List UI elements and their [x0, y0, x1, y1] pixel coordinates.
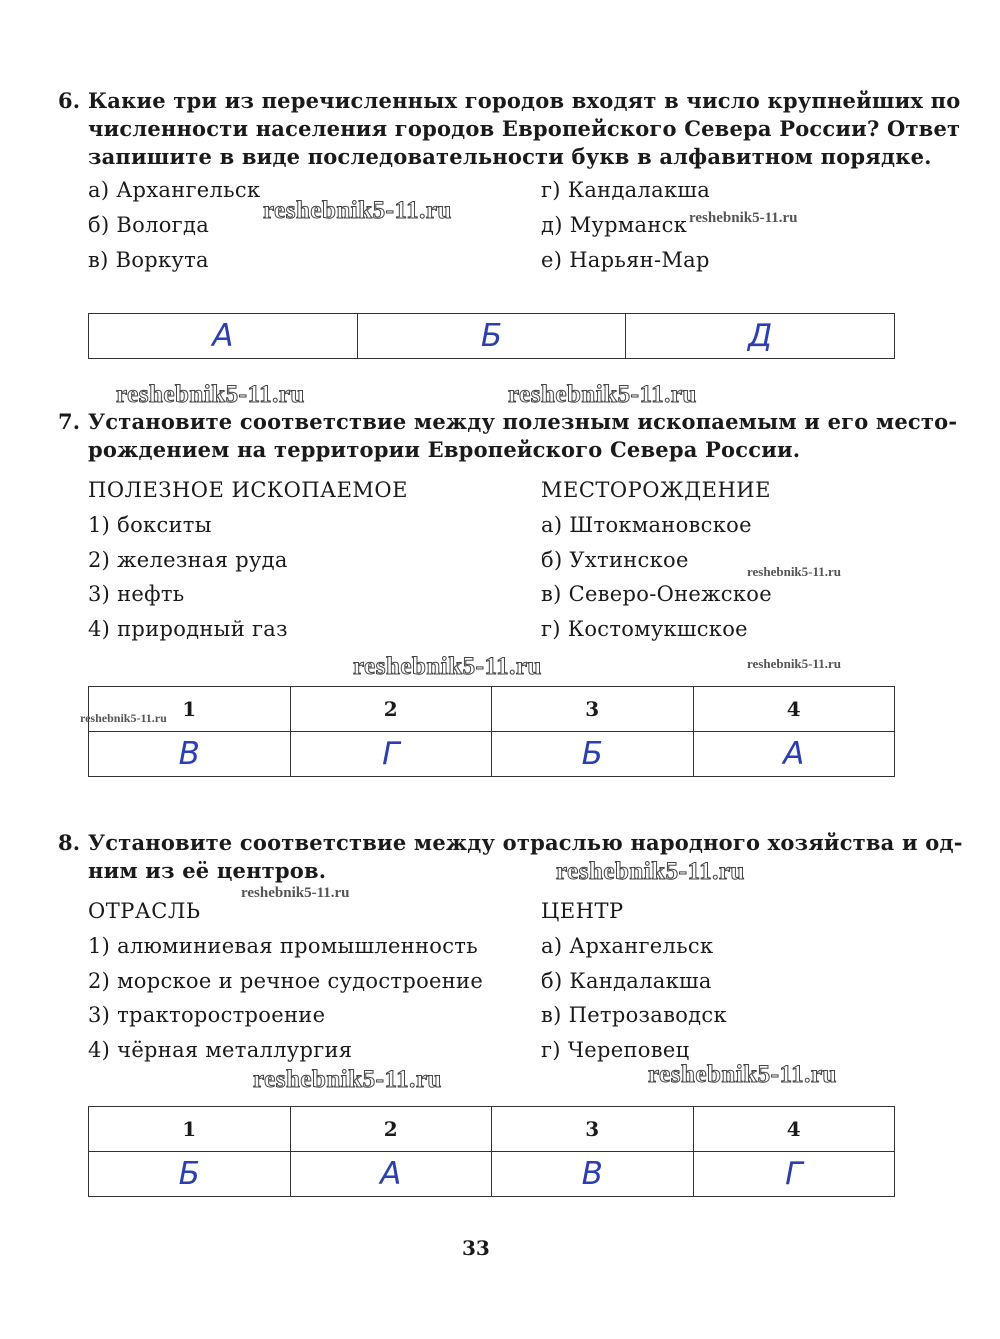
watermark: reshebnik5-11.ru: [508, 381, 697, 408]
q6-text-line-3: запишите в виде последовательности букв в алфавитном порядке.: [88, 144, 932, 169]
q7-number: 7.: [58, 409, 81, 434]
q8-header-cell-3: 3: [492, 1107, 694, 1152]
q7-text-line-2: рождением на территории Европейского Севера России.: [88, 437, 801, 462]
q7-right-item-b: б) Ухтинское: [541, 548, 689, 572]
q8-answer-cell-1: Б: [89, 1152, 291, 1197]
q8-left-item-3: 3) тракторостроение: [88, 1003, 326, 1027]
q8-text-line-1: Установите соответствие между отраслью народного хозяйства и од-: [88, 830, 963, 855]
q8-answer-cell-4: Г: [693, 1152, 895, 1197]
q6-answer-table: [88, 313, 895, 359]
q6-option-e: е) Нарьян-Мар: [541, 248, 710, 272]
q7-right-item-v: в) Северо-Онежское: [541, 582, 772, 606]
q7-left-header: ПОЛЕЗНОЕ ИСКОПАЕМОЕ: [88, 478, 408, 502]
q6-answer-cell-1: А: [89, 314, 358, 359]
q7-header-cell-3: 3: [492, 687, 694, 732]
q6-answer-cell-2: Б: [357, 314, 626, 359]
q7-answer-cell-1: В: [89, 732, 291, 777]
watermark: reshebnik5-11.ru: [263, 197, 452, 224]
q7-right-item-g: г) Костомукшское: [541, 617, 748, 641]
q8-answer-cell-2: А: [290, 1152, 492, 1197]
q8-right-item-a: а) Архангельск: [541, 934, 714, 958]
watermark: reshebnik5-11.ru: [648, 1061, 837, 1088]
q7-left-item-4: 4) природный газ: [88, 617, 288, 641]
q8-right-item-g: г) Череповец: [541, 1038, 690, 1062]
q6-option-v: в) Воркута: [88, 248, 209, 272]
q8-right-header: ЦЕНТР: [541, 899, 624, 923]
q6-option-d: д) Мурманск: [541, 213, 688, 237]
q8-answer-cell-3: В: [492, 1152, 694, 1197]
q8-left-item-4: 4) чёрная металлургия: [88, 1038, 353, 1062]
q7-header-cell-4: 4: [693, 687, 895, 732]
watermark: reshebnik5-11.ru: [241, 885, 350, 901]
watermark: reshebnik5-11.ru: [353, 653, 542, 680]
q8-answer-table: [88, 1106, 895, 1197]
q6-answer-cell-3: Д: [626, 314, 895, 359]
q7-left-item-3: 3) нефть: [88, 582, 185, 606]
q7-right-header: МЕСТОРОЖДЕНИЕ: [541, 478, 771, 502]
q6-number: 6.: [58, 88, 81, 113]
q6-text-line-1: Какие три из перечисленных городов входят в число крупнейших по: [88, 88, 961, 113]
q7-answer-cell-3: Б: [492, 732, 694, 777]
q8-left-header: ОТРАСЛЬ: [88, 899, 201, 923]
watermark: reshebnik5-11.ru: [556, 858, 745, 885]
q8-right-item-b: б) Кандалакша: [541, 969, 712, 993]
q8-header-cell-4: 4: [693, 1107, 895, 1152]
q7-text-line-1: Установите соответствие между полезным ископаемым и его место-: [88, 409, 958, 434]
watermark: reshebnik5-11.ru: [80, 711, 167, 725]
q7-answer-cell-4: А: [693, 732, 895, 777]
q7-answer-cell-2: Г: [290, 732, 492, 777]
q7-left-item-2: 2) железная руда: [88, 548, 288, 572]
page-number: 33: [462, 1236, 490, 1260]
q8-number: 8.: [58, 830, 81, 855]
q6-text-line-2: численности населения городов Европейского Севера России? Ответ: [88, 116, 961, 141]
watermark: reshebnik5-11.ru: [689, 210, 798, 226]
watermark: reshebnik5-11.ru: [253, 1066, 442, 1093]
q8-left-item-1: 1) алюминиевая промышленность: [88, 934, 478, 958]
watermark: reshebnik5-11.ru: [747, 564, 842, 579]
q8-right-item-v: в) Петрозаводск: [541, 1003, 727, 1027]
watermark: reshebnik5-11.ru: [747, 656, 842, 671]
q6-option-g: г) Кандалакша: [541, 178, 711, 202]
q8-left-item-2: 2) морское и речное судостроение: [88, 969, 484, 993]
q7-header-cell-1: 1: [89, 687, 291, 732]
q7-header-cell-2: 2: [290, 687, 492, 732]
q7-answer-table: [88, 686, 895, 777]
q7-right-item-a: а) Штокмановское: [541, 513, 752, 537]
q8-header-cell-1: 1: [89, 1107, 291, 1152]
q8-header-cell-2: 2: [290, 1107, 492, 1152]
q6-option-a: а) Архангельск: [88, 178, 261, 202]
q7-left-item-1: 1) бокситы: [88, 513, 212, 537]
watermark: reshebnik5-11.ru: [116, 381, 305, 408]
q8-text-line-2: ним из её центров.: [88, 858, 327, 883]
q6-option-b: б) Вологда: [88, 213, 210, 237]
